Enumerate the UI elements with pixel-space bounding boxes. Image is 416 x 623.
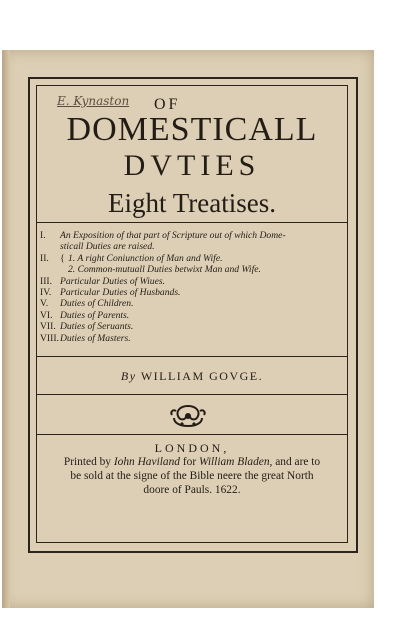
rule-below-author xyxy=(37,394,347,395)
contents-item xyxy=(40,310,342,321)
title-line-3: Eight Treatises. xyxy=(107,188,276,218)
imprint xyxy=(40,441,344,497)
contents-text: sticall Duties are raised. xyxy=(60,241,155,253)
contents-number: VIII. xyxy=(40,332,59,344)
contents-item xyxy=(40,241,342,252)
author-by: By xyxy=(120,369,137,383)
page-spine-edge xyxy=(2,50,10,608)
contents-item xyxy=(40,287,342,298)
title-prefix: OF xyxy=(154,96,181,113)
imprint-line-3: doore of Pauls. 1622. xyxy=(143,484,241,496)
contents-item xyxy=(40,230,342,241)
handwritten-signature: E. Kynaston xyxy=(57,94,130,108)
title-line-1: DOMESTICALL xyxy=(66,111,318,148)
contents-item xyxy=(40,276,342,287)
contents-text: Duties of Masters. xyxy=(60,332,131,344)
imprint-city: LONDON, xyxy=(154,441,230,455)
title-page xyxy=(2,50,374,608)
contents-number: III. xyxy=(40,275,52,287)
contents-text xyxy=(60,253,342,264)
title-line-2: DVTIES xyxy=(123,149,261,182)
contents-number: V. xyxy=(40,298,49,310)
contents-item xyxy=(40,321,342,332)
contents-text xyxy=(60,264,342,275)
contents-number: VII. xyxy=(40,321,56,333)
contents-subitem: 2. Common-mutuall Duties betwixt Man and Wife. xyxy=(68,264,261,276)
contents-list xyxy=(40,230,342,344)
printers-ornament-icon xyxy=(168,403,208,429)
publisher-name: William Bladen, xyxy=(198,456,273,468)
contents-text: Duties of Children. xyxy=(60,298,134,310)
contents-number: IV. xyxy=(40,287,52,299)
contents-number xyxy=(40,264,60,275)
contents-subitem: 1. A right Coniunction of Man and Wife. xyxy=(68,252,223,264)
contents-item xyxy=(40,253,342,264)
contents-text: Duties of Seruants. xyxy=(60,321,134,333)
rule-above-imprint xyxy=(37,434,347,435)
contents-item xyxy=(40,298,342,309)
imprint-line-1: Printed by Iohn Haviland for William Bladen, and are to xyxy=(63,456,321,468)
contents-number: I. xyxy=(40,230,46,241)
contents-item xyxy=(40,264,342,275)
contents-text: An Exposition of that part of Scripture out of which Dome- xyxy=(60,230,286,241)
contents-number: VI. xyxy=(40,309,53,321)
printer-name: Iohn Haviland xyxy=(113,456,180,468)
author-line xyxy=(38,369,346,384)
brace-icon: { xyxy=(60,252,65,264)
author-name: WILLIAM GOVGE. xyxy=(140,369,264,383)
contents-number xyxy=(40,241,60,252)
contents-text: Particular Duties of Wiues. xyxy=(60,275,165,287)
contents-text: Duties of Parents. xyxy=(60,309,130,321)
contents-item xyxy=(40,333,342,344)
imprint-line-2: be sold at the signe of the Bible neere the great North xyxy=(70,470,314,482)
contents-number: II. xyxy=(40,252,49,264)
rule-above-contents xyxy=(37,222,347,223)
contents-text: Particular Duties of Husbands. xyxy=(60,287,181,299)
rule-above-author xyxy=(37,356,347,357)
